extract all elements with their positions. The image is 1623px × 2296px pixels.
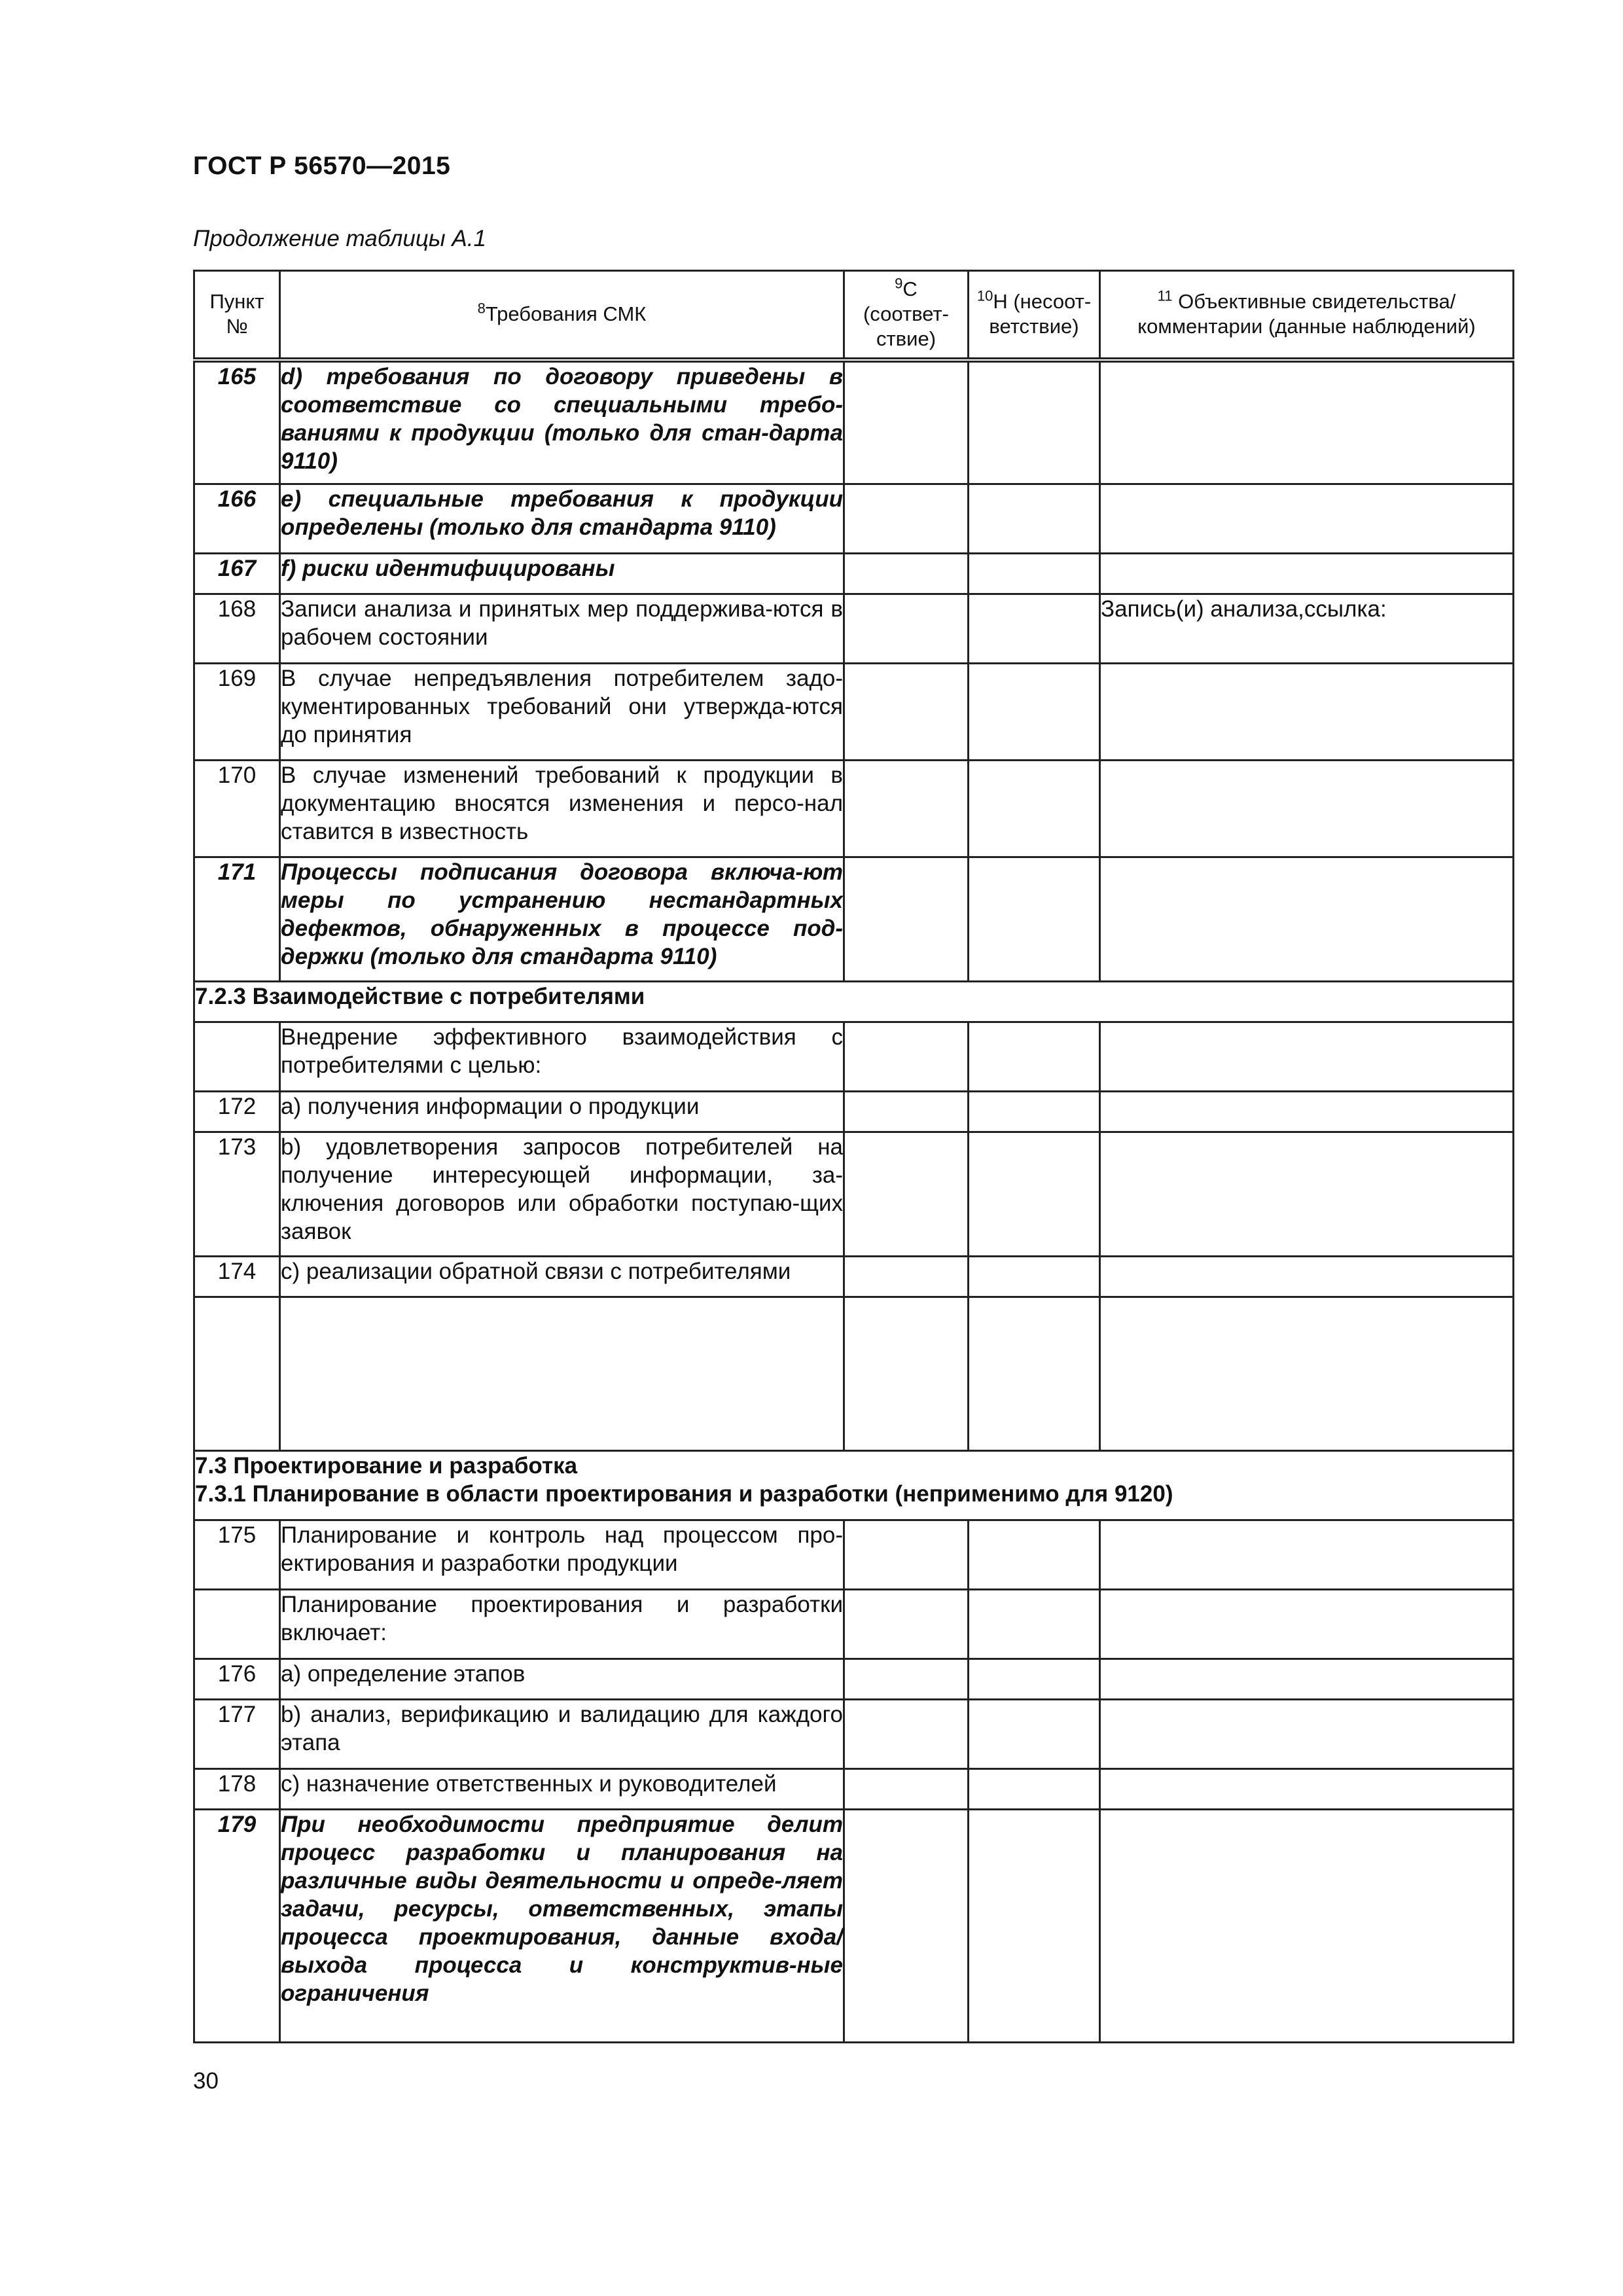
cell-conformity <box>844 1022 969 1092</box>
cell-nonconformity <box>969 484 1100 554</box>
row-num: 172 <box>194 1092 280 1132</box>
cell-nonconformity <box>969 1659 1100 1700</box>
table-row <box>194 1257 1514 1297</box>
cell-evidence <box>1100 1590 1514 1659</box>
row-text: e) специальные требования к продукции определены (только для стандарта 9110) <box>280 484 844 554</box>
header-num: Пункт № <box>194 271 280 360</box>
cell-evidence <box>1100 1520 1514 1590</box>
table-row <box>194 1520 1514 1590</box>
row-num: 179 <box>194 1810 280 2043</box>
row-num: 171 <box>194 857 280 982</box>
cell-nonconformity <box>969 1022 1100 1092</box>
row-num: 168 <box>194 594 280 664</box>
cell-evidence <box>1100 554 1514 594</box>
table-row <box>194 761 1514 857</box>
cell-evidence <box>1100 1810 1514 2043</box>
cell-nonconformity <box>969 1297 1100 1451</box>
table-row <box>194 1700 1514 1769</box>
cell-conformity <box>844 1590 969 1659</box>
row-num: 166 <box>194 484 280 554</box>
cell-evidence <box>1100 1092 1514 1132</box>
row-text: Процессы подписания договора включа-ют меры по устранению нестандартных дефектов, обнаруженных в процессе под-держки (только для стандарта 9110) <box>280 857 844 982</box>
header-nonconformity: $^{10}$Н (несоот-ветствие) <box>969 271 1100 360</box>
row-text: d) требования по договору приведены в соответствие со специальными требо-ваниями к продукции (только для стан-дарта 9110) <box>280 360 844 484</box>
header-conformity: $^9$С (соответ-ствие) <box>844 271 969 360</box>
table-row-empty <box>194 1297 1514 1451</box>
row-num <box>194 1022 280 1092</box>
row-text: В случае изменений требований к продукции в документацию вносятся изменения и персо-нал ставится в известность <box>280 761 844 857</box>
cell-evidence <box>1100 1297 1514 1451</box>
cell-conformity <box>844 664 969 761</box>
row-num: 173 <box>194 1132 280 1257</box>
table-row <box>194 484 1514 554</box>
cell-nonconformity <box>969 664 1100 761</box>
cell-conformity <box>844 554 969 594</box>
section-subheading-line: 7.3.1 Планирование в области проектирования и разработки (неприменимо для 9120) <box>195 1481 1173 1507</box>
cell-conformity <box>844 594 969 664</box>
cell-conformity <box>844 1092 969 1132</box>
table-row <box>194 1590 1514 1659</box>
table-row <box>194 1810 1514 2043</box>
cell-evidence <box>1100 761 1514 857</box>
table-row <box>194 664 1514 761</box>
row-num: 165 <box>194 360 280 484</box>
table-row <box>194 360 1514 484</box>
section-heading: 7.2.3 Взаимодействие с потребителями <box>194 982 1514 1022</box>
row-text: Планирование и контроль над процессом про-ектирования и разработки продукции <box>280 1520 844 1590</box>
cell-evidence <box>1100 1132 1514 1257</box>
row-text: Внедрение эффективного взаимодействия с потребителями с целью: <box>280 1022 844 1092</box>
cell-evidence <box>1100 1659 1514 1700</box>
cell-nonconformity <box>969 1810 1100 2043</box>
row-num: 169 <box>194 664 280 761</box>
cell-evidence <box>1100 1022 1514 1092</box>
row-text: При необходимости предприятие делит процесс разработки и планирования на различные виды деятельности и опреде-ляет задачи, ресурсы, ответственных, этапы процесса проектирования, данные входа/выхода процесса и конструктив-ные ограничения <box>280 1810 844 2043</box>
cell-conformity <box>844 1659 969 1700</box>
cell-conformity <box>844 1132 969 1257</box>
row-text: f) риски идентифицированы <box>280 554 844 594</box>
row-text: b) удовлетворения запросов потребителей на получение интересующей информации, за-ключения договоров или обработки поступаю-щих заявок <box>280 1132 844 1257</box>
row-text: Планирование проектирования и разработки включает: <box>280 1590 844 1659</box>
cell-conformity <box>844 761 969 857</box>
table-row <box>194 554 1514 594</box>
cell-conformity <box>844 1769 969 1810</box>
row-num: 175 <box>194 1520 280 1590</box>
row-num <box>194 1590 280 1659</box>
document-code: ГОСТ Р 56570—2015 <box>193 152 451 180</box>
table-row <box>194 1659 1514 1700</box>
cell-evidence <box>1100 1257 1514 1297</box>
cell-evidence <box>1100 664 1514 761</box>
cell-conformity <box>844 360 969 484</box>
cell-conformity <box>844 857 969 982</box>
section-heading <box>194 1451 1514 1520</box>
row-text: b) анализ, верификацию и валидацию для каждого этапа <box>280 1700 844 1769</box>
cell-nonconformity <box>969 1092 1100 1132</box>
cell-evidence <box>1100 484 1514 554</box>
cell-conformity <box>844 1297 969 1451</box>
table-header-row <box>194 271 1514 360</box>
cell-conformity <box>844 1700 969 1769</box>
cell-nonconformity <box>969 761 1100 857</box>
row-text <box>280 1297 844 1451</box>
cell-conformity <box>844 1520 969 1590</box>
section-row <box>194 1451 1514 1520</box>
header-evidence: $^{11}$ Объективные свидетельства/ комментарии (данные наблюдений) <box>1100 271 1514 360</box>
page-number: 30 <box>193 2068 219 2094</box>
row-num: 170 <box>194 761 280 857</box>
table-row <box>194 1132 1514 1257</box>
table-row <box>194 594 1514 664</box>
row-num: 174 <box>194 1257 280 1297</box>
row-text: a) получения информации о продукции <box>280 1092 844 1132</box>
cell-nonconformity <box>969 1520 1100 1590</box>
cell-nonconformity <box>969 594 1100 664</box>
section-row <box>194 982 1514 1022</box>
cell-nonconformity <box>969 1769 1100 1810</box>
cell-nonconformity <box>969 1257 1100 1297</box>
cell-nonconformity <box>969 554 1100 594</box>
row-text: a) определение этапов <box>280 1659 844 1700</box>
row-num: 177 <box>194 1700 280 1769</box>
table-row <box>194 1092 1514 1132</box>
section-heading-line: 7.3 Проектирование и разработка <box>195 1453 578 1479</box>
cell-evidence: Запись(и) анализа,ссылка: <box>1100 594 1514 664</box>
row-text: c) назначение ответственных и руководителей <box>280 1769 844 1810</box>
cell-nonconformity <box>969 1132 1100 1257</box>
cell-conformity <box>844 484 969 554</box>
cell-nonconformity <box>969 1700 1100 1769</box>
cell-nonconformity <box>969 1590 1100 1659</box>
cell-conformity <box>844 1810 969 2043</box>
table-row <box>194 857 1514 982</box>
row-num <box>194 1297 280 1451</box>
table-row <box>194 1022 1514 1092</box>
row-num: 167 <box>194 554 280 594</box>
cell-evidence <box>1100 1769 1514 1810</box>
requirements-table <box>193 270 1514 2043</box>
row-text: c) реализации обратной связи с потребителями <box>280 1257 844 1297</box>
row-num: 176 <box>194 1659 280 1700</box>
row-text: Записи анализа и принятых мер поддержива-ются в рабочем состоянии <box>280 594 844 664</box>
row-num: 178 <box>194 1769 280 1810</box>
cell-evidence <box>1100 360 1514 484</box>
table-row <box>194 1769 1514 1810</box>
row-text: В случае непредъявления потребителем задо-кументированных требований они утвержда-ются до принятия <box>280 664 844 761</box>
cell-nonconformity <box>969 857 1100 982</box>
cell-nonconformity <box>969 360 1100 484</box>
table-caption: Продолжение таблицы А.1 <box>193 226 486 251</box>
cell-evidence <box>1100 857 1514 982</box>
cell-evidence <box>1100 1700 1514 1769</box>
cell-conformity <box>844 1257 969 1297</box>
header-requirements: $^8$Требования СМК <box>280 271 844 360</box>
